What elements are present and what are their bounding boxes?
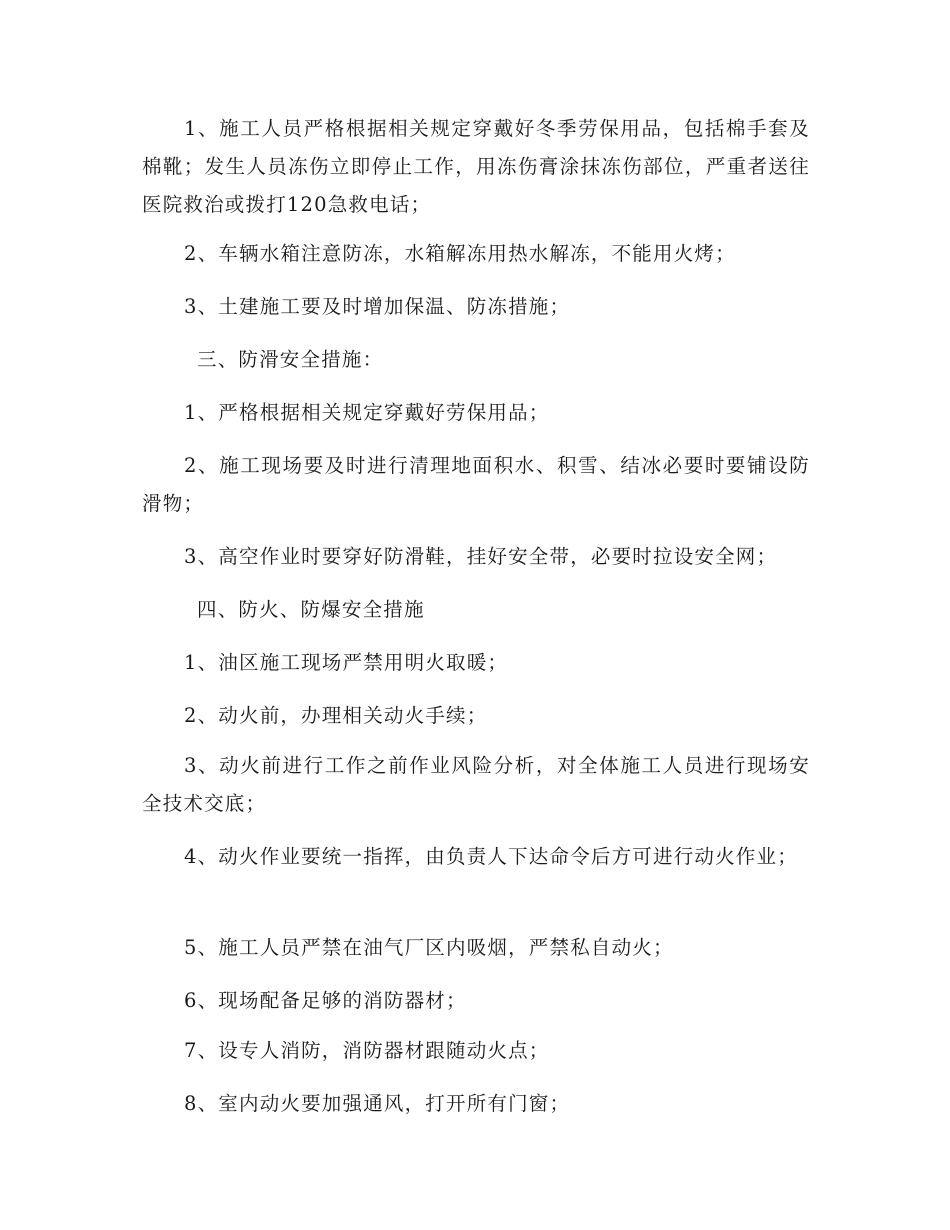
section-heading-fire-explosion: 四、防火、防爆安全措施 (197, 598, 425, 621)
paragraph-item-vehicle-antifreeze: 2、车辆水箱注意防冻，水箱解冻用热水解冻，不能用火烤； (184, 242, 736, 265)
paragraph-item-civil-insulation: 3、土建施工要及时增加保温、防冻措施； (184, 295, 571, 318)
paragraph-item-cold-protection: 1、施工人员严格根据相关规定穿戴好冬季劳保用品，包括棉手套及棉靴；发生人员冻伤立即停止工作，用冻伤膏涂抹冻伤部位，严重者送往医院救治或拨打120急救电话； (142, 117, 810, 216)
paragraph-item-unified-command: 4、动火作业要统一指挥，由负责人下达命令后方可进行动火作业； (184, 845, 798, 868)
paragraph-item-ventilation: 8、室内动火要加强通风，打开所有门窗； (184, 1092, 571, 1115)
paragraph-item-no-open-flame: 1、油区施工现场严禁用明火取暖； (184, 651, 509, 674)
paragraph-item-no-smoking: 5、施工人员严禁在油气厂区内吸烟，严禁私自动火； (184, 936, 674, 959)
paragraph-item-fire-equipment: 6、现场配备足够的消防器材； (184, 989, 467, 1012)
paragraph-item-site-cleanup: 2、施工现场要及时进行清理地面积水、积雪、结冰必要时要铺设防滑物； (142, 454, 810, 515)
section-heading-anti-slip: 三、防滑安全措施： (197, 348, 384, 371)
paragraph-item-hot-work-permit: 2、动火前，办理相关动火手续； (184, 704, 488, 727)
paragraph-item-fire-watch: 7、设专人消防，消防器材跟随动火点； (184, 1039, 550, 1062)
paragraph-item-risk-analysis: 3、动火前进行工作之前作业风险分析，对全体施工人员进行现场安全技术交底； (142, 754, 810, 815)
paragraph-item-height-work: 3、高空作业时要穿好防滑鞋，挂好安全带，必要时拉设安全网； (184, 545, 778, 568)
paragraph-item-ppe: 1、严格根据相关规定穿戴好劳保用品； (184, 401, 550, 424)
